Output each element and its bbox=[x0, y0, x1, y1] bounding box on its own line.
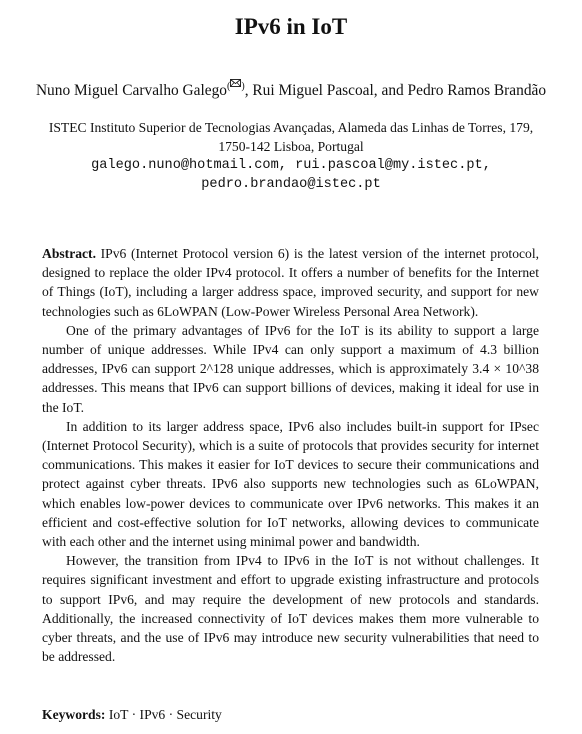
corresponding-author-marker: ( ) bbox=[227, 81, 245, 92]
abstract-section bbox=[42, 244, 539, 666]
keywords-label: Keywords: bbox=[42, 707, 106, 722]
paper-title: IPv6 in IoT bbox=[234, 14, 348, 39]
affiliation-address: 1750-142 Lisboa, Portugal bbox=[218, 139, 364, 154]
co-authors: , Rui Miguel Pascoal, and Pedro Ramos Brandão bbox=[244, 82, 547, 100]
abstract-label: Abstract. bbox=[42, 246, 96, 261]
abstract-paragraph bbox=[42, 244, 539, 321]
email-line: galego.nuno@hotmail.com, rui.pascoal@my.istec.pt, bbox=[91, 158, 491, 173]
author-name: Nuno Miguel Carvalho Galego bbox=[35, 82, 227, 100]
envelope-icon bbox=[230, 79, 241, 87]
affiliation-block bbox=[0, 118, 582, 194]
abstract-paragraph: One of the primary advantages of IPv6 for the IoT is its ability to support a large number of unique addresses. While IPv4 can only support a maximum of 4.3 billion addresses, IPv6 can support 2^128 unique addresses, which is approximately 3.4 × 10^38 addresses. This means that IPv6 can support billions of devices, making it ideal for use in the IoT. bbox=[42, 322, 539, 415]
keywords-section bbox=[42, 705, 539, 724]
keywords-list: IoT · IPv6 · Security bbox=[108, 707, 222, 722]
abstract-paragraph: In addition to its larger address space, IPv6 also includes built-in support for IPsec (Internet Protocol Security), which is a suite of protocols that provides security for internet communications. This makes it easier for IoT devices to secure their communications and protect against cyber threats. IPv6 also supports new technologies such as 6LoWPAN, which enables low-power devices to communicate over IPv6 networks. This makes it an efficient and cost-effective solution for IoT networks, allowing devices to communicate with each other and the internet using minimal power and bandwidth. bbox=[42, 418, 539, 550]
email-line: pedro.brandao@istec.pt bbox=[201, 177, 381, 192]
author-list bbox=[0, 79, 582, 101]
abstract-text: IPv6 (Internet Protocol version 6) is the latest version of the internet protocol, designed to replace the older IPv4 protocol. It offers a number of benefits for the Internet of Things (IoT), including a larger address space, improved security, and support for new technologies such as 6LoWPAN (Low-Power Wireless Personal Area Network). bbox=[42, 246, 539, 319]
abstract-paragraph: However, the transition from IPv4 to IPv6 in the IoT is not without challenges. It requires significant investment and effort to upgrade existing infrastructure and protocols to support IPv6, and may require the development of new protocols and standards. Additionally, the increased connectivity of IoT devices makes them more vulnerable to cyber threats, and the use of IPv6 may introduce new security vulnerabilities that need to be addressed. bbox=[42, 553, 539, 665]
affiliation-line: ISTEC Instituto Superior de Tecnologias Avançadas, Alameda das Linhas de Torres, 179, bbox=[48, 120, 534, 135]
